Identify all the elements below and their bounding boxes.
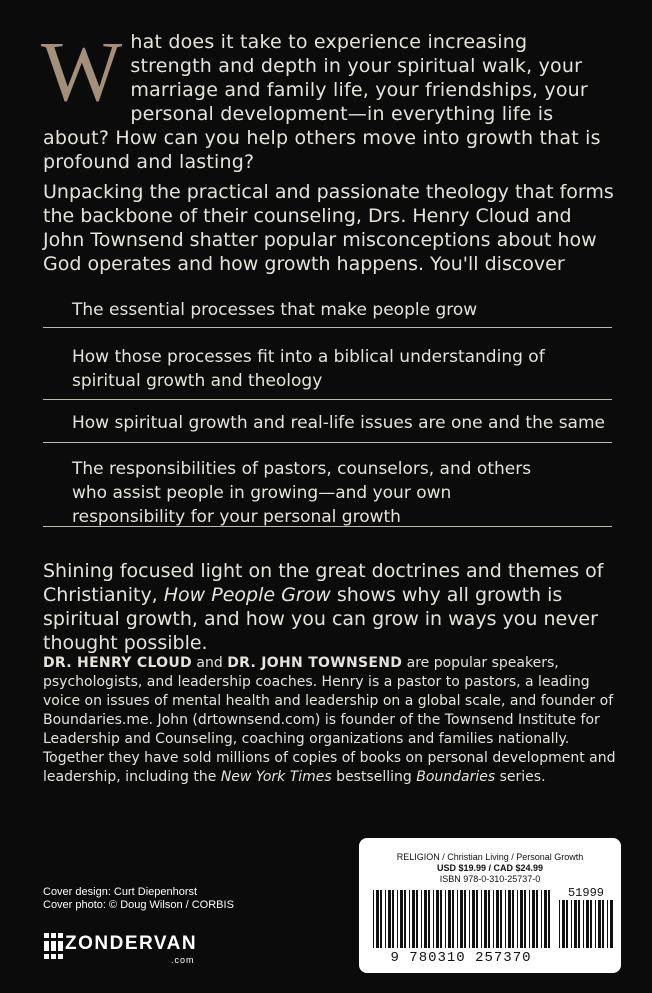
bisac-category: RELIGION / Christian Living / Personal Growth (396, 852, 584, 862)
cover-credits (43, 886, 234, 912)
cover-design-credit: Cover design: Curt Diepenhorst (43, 886, 198, 898)
bio-text: bestselling (331, 769, 417, 785)
nyt-title: New York Times (220, 769, 332, 785)
addon-digits: 51999 (567, 886, 605, 900)
list-item (43, 295, 612, 328)
author-bio (43, 654, 618, 787)
list-item-text: The essential processes that make people grow (72, 300, 478, 320)
barcode-box (359, 838, 621, 973)
price-addon-bars (559, 900, 613, 948)
summary-text-start: Shining focused light on the great doctrines and themes of Christianity, (43, 560, 604, 606)
list-item-text: How those processes fit into a biblical understanding of spiritual growth and theology (72, 347, 545, 391)
summary-paragraph (43, 559, 615, 655)
isbn: ISBN 978-0-310-25737-0 (439, 874, 541, 884)
publisher-logo (43, 926, 203, 970)
publisher-suffix: .com (171, 955, 195, 965)
list-item (43, 344, 612, 400)
zondervan-mark-icon (43, 931, 63, 961)
summary-text-end: shows why all growth is spiritual growth, and how you can grow in ways you never thought possible. (43, 584, 598, 654)
intro-text: hat does it take to experience increasing strength and depth in your spiritual walk, your marriage and family life, your friendships, your personal development—in everything life is about? How can you help others move into growth that is profound and lasting? (43, 31, 601, 173)
drop-cap: W (41, 23, 123, 119)
bio-text: are popular speakers, psychologists, and leadership coaches. Henry is a pastor to pastors, a leading voice on issues of mental health and leadership on a global scale, and founder of Boundaries.me. John (drtownsend.com) is founder of the Townsend Institute for Leadership and Counseling, coaching organizations and families nationally. Together they have sold millions of copies of books on personal development and leadership, including the (43, 655, 616, 785)
isbn-barcode-bars (373, 890, 550, 948)
list-item-text: The responsibilities of pastors, counselors, and others who assist people in growing—and your own responsibility for your personal growth (72, 459, 532, 527)
intro-paragraph (41, 23, 615, 174)
barcode-graphic (359, 838, 621, 973)
list-item (43, 410, 612, 443)
list-item-text: How spiritual growth and real-life issues are one and the same (72, 413, 605, 433)
author-name-cloud: DR. HENRY CLOUD (43, 655, 192, 671)
series-title: Boundaries (416, 769, 496, 785)
publisher-name: ZONDERVAN (65, 933, 198, 954)
author-name-townsend: DR. JOHN TOWNSEND (227, 655, 403, 671)
bio-text: series. (495, 769, 546, 785)
barcode-digits: 9 780310 257370 (390, 950, 532, 966)
unpacking-paragraph: Unpacking the practical and passionate theology that forms the backbone of their counseling, Drs. Henry Cloud and John Townsend shatter popular misconceptions about how God operates and how growth happens. You'll discover (43, 181, 614, 275)
book-title: How People Grow (163, 584, 331, 606)
bio-connector: and (191, 655, 228, 671)
list-item (43, 457, 612, 527)
cover-photo-credit: Cover photo: © Doug Wilson / CORBIS (43, 899, 234, 911)
price: USD $19.99 / CAD $24.99 (436, 863, 544, 873)
